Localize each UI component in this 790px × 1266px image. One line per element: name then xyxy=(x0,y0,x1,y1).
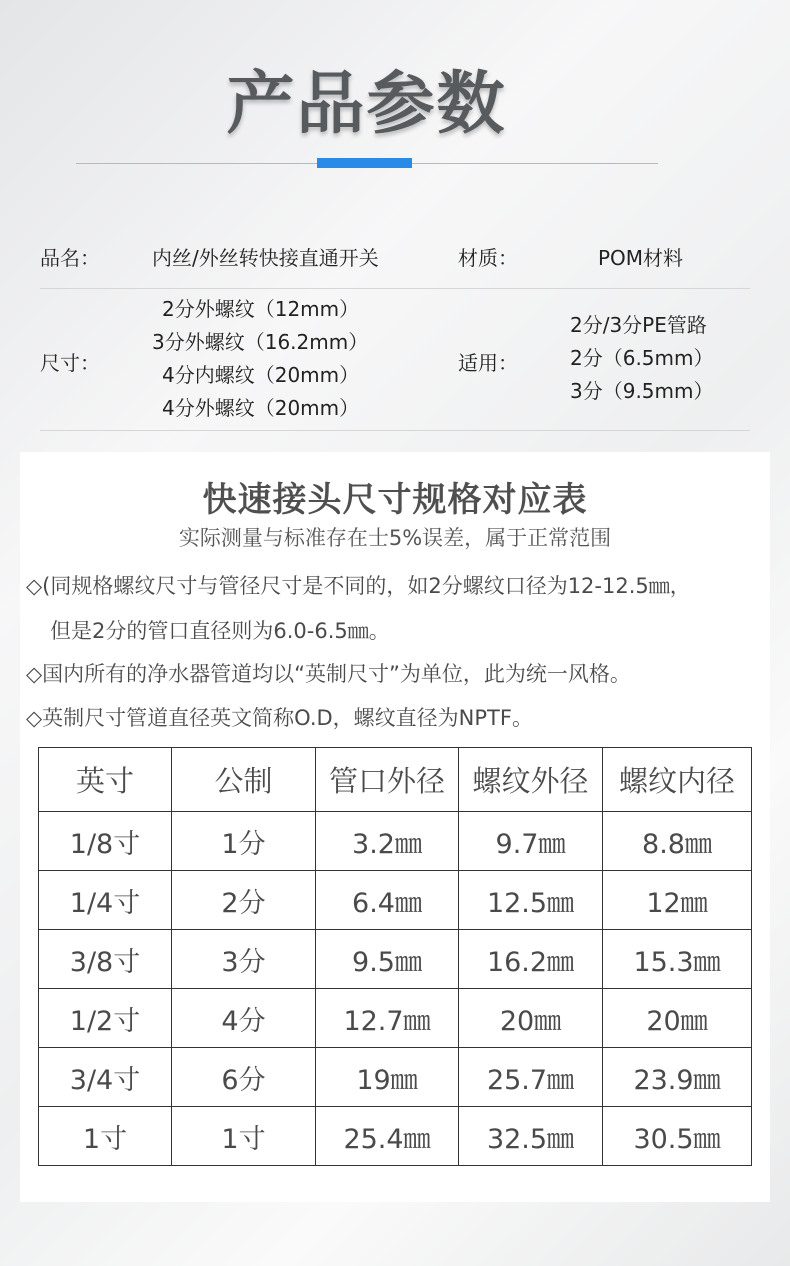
apply-value: 2分/3分PE管路 xyxy=(570,313,707,337)
table-cell: 1/2寸 xyxy=(39,989,172,1048)
params-row-size xyxy=(40,289,750,431)
params-row-name xyxy=(40,222,750,289)
table-row xyxy=(39,1048,752,1107)
size-value: 4分内螺纹（20mm） xyxy=(162,363,360,387)
size-value: 3分外螺纹（16.2mm） xyxy=(152,330,369,354)
table-cell: 25.4㎜ xyxy=(316,1107,459,1166)
name-value: 内丝/外丝转快接直通开关 xyxy=(152,246,379,270)
table-cell: 12.7㎜ xyxy=(316,989,459,1048)
table-cell: 12.5㎜ xyxy=(459,871,603,930)
table-cell: 9.5㎜ xyxy=(316,930,459,989)
spec-table xyxy=(38,747,752,1166)
note-line: ◇英制尺寸管道直径英文简称O.D，螺纹直径为NPTF。 xyxy=(26,706,533,730)
column-header: 螺纹内径 xyxy=(603,748,752,812)
apply-label: 适用： xyxy=(458,351,518,375)
table-cell: 15.3㎜ xyxy=(603,930,752,989)
table-cell: 30.5㎜ xyxy=(603,1107,752,1166)
table-cell: 6.4㎜ xyxy=(316,871,459,930)
table-row xyxy=(39,812,752,871)
name-label: 品名： xyxy=(40,246,100,270)
table-header-row xyxy=(39,748,752,812)
table-cell: 1分 xyxy=(172,812,316,871)
spec-card xyxy=(20,452,770,1202)
column-header: 螺纹外径 xyxy=(459,748,603,812)
table-cell: 12㎜ xyxy=(603,871,752,930)
column-header: 英寸 xyxy=(39,748,172,812)
table-cell: 32.5㎜ xyxy=(459,1107,603,1166)
note-line: ◇国内所有的净水器管道均以“英制尺寸”为单位，此为统一风格。 xyxy=(26,662,631,686)
table-cell: 1寸 xyxy=(172,1107,316,1166)
table-cell: 1/4寸 xyxy=(39,871,172,930)
note-line: 但是2分的管口直径则为6.0-6.5㎜。 xyxy=(50,619,390,643)
table-cell: 8.8㎜ xyxy=(603,812,752,871)
apply-value: 2分（6.5mm） xyxy=(570,346,714,370)
table-cell: 16.2㎜ xyxy=(459,930,603,989)
table-cell: 23.9㎜ xyxy=(603,1048,752,1107)
card-subtitle: 实际测量与标准存在士5%误差，属于正常范围 xyxy=(178,526,612,550)
card-title: 快速接头尺寸规格对应表 xyxy=(202,480,588,520)
table-cell: 2分 xyxy=(172,871,316,930)
size-label: 尺寸： xyxy=(40,351,100,375)
table-cell: 4分 xyxy=(172,989,316,1048)
table-row xyxy=(39,871,752,930)
column-header: 管口外径 xyxy=(316,748,459,812)
table-cell: 1寸 xyxy=(39,1107,172,1166)
table-cell: 20㎜ xyxy=(459,989,603,1048)
table-cell: 25.7㎜ xyxy=(459,1048,603,1107)
size-value: 2分外螺纹（12mm） xyxy=(162,297,360,321)
apply-values xyxy=(570,309,714,408)
material-label: 材质： xyxy=(458,246,518,270)
table-cell: 3/4寸 xyxy=(39,1048,172,1107)
table-row xyxy=(39,1107,752,1166)
table-cell: 6分 xyxy=(172,1048,316,1107)
page-title: 产品参数 xyxy=(226,65,507,144)
table-cell: 3/8寸 xyxy=(39,930,172,989)
table-row xyxy=(39,930,752,989)
note-line: ◇(同规格螺纹尺寸与管径尺寸是不同的，如2分螺纹口径为12-12.5㎜， xyxy=(26,574,691,598)
params-section xyxy=(40,222,750,431)
table-cell: 3.2㎜ xyxy=(316,812,459,871)
material-value: POM材料 xyxy=(598,246,684,270)
table-cell: 19㎜ xyxy=(316,1048,459,1107)
column-header: 公制 xyxy=(172,748,316,812)
size-value: 4分外螺纹（20mm） xyxy=(162,396,360,420)
table-cell: 3分 xyxy=(172,930,316,989)
table-cell: 1/8寸 xyxy=(39,812,172,871)
table-cell: 9.7㎜ xyxy=(459,812,603,871)
header-accent-bar xyxy=(317,158,412,168)
size-values xyxy=(152,293,369,425)
table-cell: 20㎜ xyxy=(603,989,752,1048)
apply-value: 3分（9.5mm） xyxy=(570,379,714,403)
table-row xyxy=(39,989,752,1048)
